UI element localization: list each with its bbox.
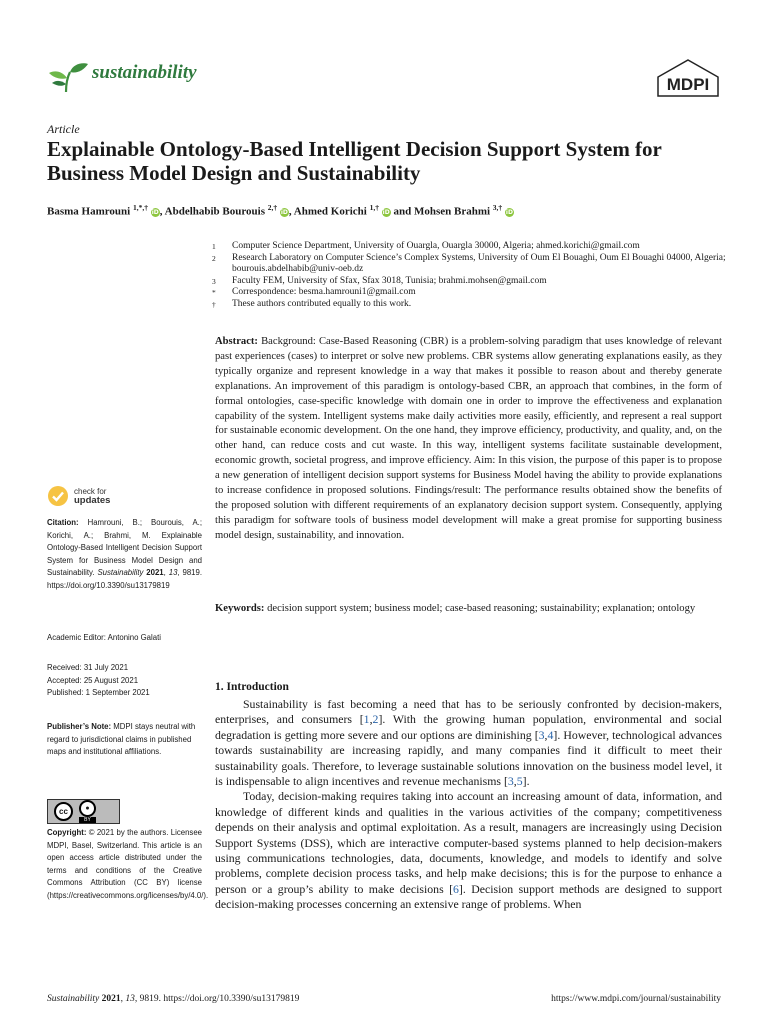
citation-link[interactable]: 2 [372,712,379,727]
affiliation-text: Faculty FEM, University of Sfax, Sfax 3018, Tunisia; brahmi.mohsen@gmail.com [232,275,547,286]
mdpi-logo-icon [655,58,721,98]
citation-link[interactable]: 1 [363,712,370,727]
publishers-note-text: MDPI stays neutral with regard to jurisdictional claims in published maps and institutional affiliations. [47,722,196,756]
affiliation-mark: * [212,288,216,297]
cc-license-badge[interactable] [47,799,120,824]
citation-label: Citation: [47,518,79,527]
body-text [215,697,722,913]
journal-logo-icon [46,58,90,94]
affiliation-item [212,299,732,311]
footer-url[interactable]: https://www.mdpi.com/journal/sustainability [551,994,721,1004]
footer-year: 2021 [101,994,121,1004]
page-footer [47,994,721,1004]
affiliation-item [212,287,732,299]
affiliation-text: Research Laboratory on Computer Science’s Complex Systems, University of Oum El Bouaghi, Oum El Bouaghi 04000, Algeria; bourouis.abdelhabib@univ-oeb.dz [232,252,726,274]
author-name[interactable]: Basma Hamrouni [47,205,131,218]
affiliation-mark: 3 [212,276,216,286]
author-marks: 3,† [492,203,503,212]
academic-editor: Academic Editor: Antonino Galati [47,633,161,642]
publishers-note [47,721,202,759]
check-for-updates-button[interactable] [47,485,110,507]
section-heading: 1. Introduction [215,681,289,693]
affiliation-text: These authors contributed equally to this work. [232,298,412,309]
copyright-block [47,827,209,902]
footer-journal: Sustainability [47,994,100,1004]
by-label: BY [79,817,96,823]
copyright-text: © 2021 by the authors. Licensee MDPI, Basel, Switzerland. This article is an open access article distributed under the terms and conditions of the Creative Commons Attribution (CC BY) license (https://creativecommons.org/licenses/by/4.0/). [47,828,209,900]
article-type: Article [47,122,80,136]
abstract [215,335,722,544]
keywords [215,602,722,617]
cc-icon: cc [54,802,73,821]
citation-year: 2021 [146,568,164,577]
affiliation-item [212,276,732,288]
affiliation-text: Correspondence: besma.hamrouni1@gmail.com [232,287,416,297]
orcid-icon[interactable]: iD [151,208,159,216]
citation-link[interactable]: 3 [507,774,514,789]
publisher-logo[interactable] [655,58,721,103]
date-accepted: Accepted: 25 August 2021 [47,675,139,685]
citation-text: Hamrouni, B.; Bourouis, A.; Korichi, A.; Brahmi, M. Explainable Ontology-Based Intelligent Decision Support System for Business Model Design and Sustainability. [47,518,202,577]
footer-doi[interactable]: , 9819. https://doi.org/10.3390/su13179819 [134,994,300,1004]
footer-volume: 13 [125,994,135,1004]
paragraph: Sustainability is fast becoming a need that has to be seriously confronted by decision-makers, enterprises, and consumers [1,2]. With the growing human population, environmental and social degradation is getting more severe and our options are diminishing [3,4]. However, technological advances towards sustainability are increasing rapidly, and many companies find it difficult to meet their sustainability goals. Therefore, to leverage sustainable solutions innovation on the business model level, it is indispensable to align incentives and revenue mechanisms [3,5]. [215,697,723,789]
date-published: Published: 1 September 2021 [47,688,150,697]
orcid-icon[interactable]: iD [280,208,288,216]
keywords-text: decision support system; business model; case-based reasoning; sustainability; explanation; ontology [267,603,696,614]
author-marks: 1,† [369,203,379,212]
author-name[interactable]: Ahmed Korichi [293,205,367,218]
journal-name[interactable]: sustainability [92,62,197,83]
affiliation-item [212,241,732,253]
affiliation-mark: 2 [212,253,216,263]
citation-link[interactable]: 5 [516,774,523,789]
orcid-icon[interactable]: iD [505,208,513,216]
affiliation-mark: † [212,299,216,309]
citation-link[interactable]: 6 [453,881,459,896]
copyright-label: Copyright: [47,828,87,837]
date-received: Received: 31 July 2021 [47,663,129,672]
affiliation-text: Computer Science Department, University of Ouargla, Ouargla 30000, Algeria; ahmed.korichi@gmail.com [232,241,640,251]
author-name[interactable]: Mohsen Brahmi [413,205,491,218]
affiliations [212,241,732,310]
citation-volume: 13 [168,568,178,577]
keywords-label: Keywords: [215,603,265,614]
author-marks: 2,† [267,203,278,212]
by-badge [79,800,96,823]
affiliation-mark: 1 [212,242,216,251]
author-name[interactable]: Abdelhabib Bourouis [164,205,266,218]
check-line2: updates [74,495,111,506]
dates-block [47,662,202,700]
citation-doi[interactable]: , 9819. https://doi.org/10.3390/su13179819 [47,568,202,590]
attribution-icon: ● [79,800,96,817]
check-line1: check for [74,487,107,496]
orcid-icon[interactable]: iD [382,208,390,216]
citation-link[interactable]: 4 [547,727,554,742]
affiliation-item [212,253,732,276]
paragraph: Today, decision-making requires taking into account an increasing amount of data, information, and knowledge of different kinds and qualities in the various activities of the company; competitiveness depends on their analysis and optimal exploitation. As a result, managers are increasingly using Decision Support Systems (DSS), which are interactive computer-based systems planned to help decision-makers using communications technologies, data, documents, knowledge, and models to identify and solve problems, complete decision process tasks, and help make decisions; this is for the purpose to enhance a person or a group’s ability to make decisions [6]. Decision support methods are designed to support decision-making processes concerning an extensive range of problems. When [215,789,722,912]
publisher-name: MDPI [666,75,710,94]
abstract-label: Abstract: [215,336,258,347]
check-updates-icon [47,485,69,507]
citation-block: Citation: Hamrouni, B.; Bourouis, A.; Korichi, A.; Brahmi, M. Explainable Ontology-Based Intelligent Decision Support System for Business Model Design and Sustainability. Sustainability 2021, 13, 9819. https://doi.org/10.3390/su13179819 [47,518,202,590]
publishers-note-label: Publisher’s Note: [47,722,112,731]
author-list: Basma Hamrouni $^{1,*,\dagger}$ iD, Abdelhabib Bourouis $^{2,\dagger}$ iD, Ahmed Korichi $^{1,\dagger}$ iD and Mohsen Brahmi $^{3,\dagger}$ iD [47,203,513,218]
footer-citation: Sustainability 2021, 13, 9819. https://doi.org/10.3390/su13179819 [47,994,300,1004]
author-marks: 1,*,† [132,203,148,212]
citation-journal: Sustainability [97,568,144,577]
article-title: Explainable Ontology-Based Intelligent Decision Support System for Business Model Design and Sustainability [47,137,662,185]
abstract-text: Background: Case-Based Reasoning (CBR) is a problem-solving paradigm that uses knowledge of relevant past experiences (cases) to interpret or solve new problems. CBR systems allow generating explanations easily, as they typically organize and represent knowledge in a way that makes it possible to reason about and thereby generate explanations. An improvement of this paradigm is ontology-based CBR, an approach that combines, in the form of formal ontologies, case-specific knowledge with domain one in order to improve the effectiveness and explanation capability of the system. Intelligent systems make daily activities more easily, efficiently, and represent a real support for sustainable economic development. On the one hand, they improve efficiency, productivity, and quality, and, on the other hand, can reduce costs and cut waste. In this way, intelligent systems facilitate sustainable development, economic growth, societal progress, and improve efficiency. Aim: In this vision, the purpose of this paper is to propose a new generation of intelligent decision support systems for Business Model having the ability to provide explanations to increase confidence in proposed solutions. Findings/result: The performance results obtained show the benefits of the proposed solution with different requirements of an explanatory decision support system. Consequently, applying this paradigm for software tools of business model development will make a great promise for supporting business model design, sustainability, and innovation. [215,336,722,541]
citation-link[interactable]: 3 [538,727,545,742]
